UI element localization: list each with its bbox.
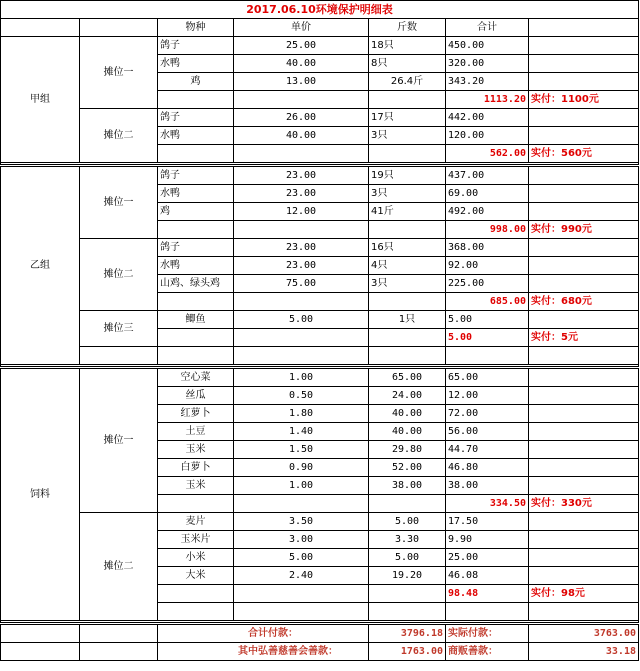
total-cell: 65.00	[446, 368, 529, 387]
stall-label: 摊位一	[80, 166, 158, 239]
subtotal-value: 334.50	[446, 495, 529, 513]
qty-cell: 3.30	[369, 531, 446, 549]
price-cell: 23.00	[234, 185, 369, 203]
price-cell: 3.50	[234, 513, 369, 531]
qty-cell: 38.00	[369, 477, 446, 495]
price-cell: 12.00	[234, 203, 369, 221]
price-cell: 40.00	[234, 127, 369, 145]
total-cell: 343.20	[446, 73, 529, 91]
item-cell: 水鸭	[158, 257, 234, 275]
paid-value: 实付：990元	[529, 221, 639, 239]
price-cell: 1.00	[234, 368, 369, 387]
table-row	[1, 109, 639, 127]
total-label: 合计付款：	[158, 624, 369, 643]
total-cell: 492.00	[446, 203, 529, 221]
price-cell: 23.00	[234, 257, 369, 275]
stall-label: 摊位三	[80, 311, 158, 347]
total-cell: 56.00	[446, 423, 529, 441]
table-row	[1, 311, 639, 329]
paid-value: 实付：1100元	[529, 91, 639, 109]
paid-value: 实付：560元	[529, 145, 639, 163]
table-row	[1, 239, 639, 257]
qty-cell: 3只	[369, 127, 446, 145]
item-cell: 大米	[158, 567, 234, 585]
qty-cell: 19只	[369, 166, 446, 185]
price-cell: 75.00	[234, 275, 369, 293]
total-cell: 320.00	[446, 55, 529, 73]
paid-value: 实付：680元	[529, 293, 639, 311]
price-cell: 0.50	[234, 387, 369, 405]
group-label: 饲料	[1, 368, 80, 621]
header-row	[1, 19, 639, 37]
subtotal-value: 685.00	[446, 293, 529, 311]
paid-value: 实付：5元	[529, 329, 639, 347]
paid-value: 实付：98元	[529, 585, 639, 603]
qty-cell: 18只	[369, 37, 446, 55]
stall-label: 摊位二	[80, 513, 158, 621]
header-item: 物种	[158, 19, 234, 37]
subtotal-value: 998.00	[446, 221, 529, 239]
actual-value: 3763.00	[529, 624, 639, 643]
subtotal-value: 5.00	[446, 329, 529, 347]
total-cell: 46.80	[446, 459, 529, 477]
stall-label: 摊位二	[80, 109, 158, 163]
header-qty: 斤数	[369, 19, 446, 37]
total-cell: 38.00	[446, 477, 529, 495]
total-cell: 69.00	[446, 185, 529, 203]
total-cell: 12.00	[446, 387, 529, 405]
price-cell: 2.40	[234, 567, 369, 585]
subtotal-value: 1113.20	[446, 91, 529, 109]
item-cell: 鸡	[158, 73, 234, 91]
page-title: 2017.06.10环境保护明细表	[1, 1, 639, 19]
price-cell: 25.00	[234, 37, 369, 55]
item-cell: 红萝卜	[158, 405, 234, 423]
item-cell: 鲫鱼	[158, 311, 234, 329]
item-cell: 空心菜	[158, 368, 234, 387]
qty-cell: 19.20	[369, 567, 446, 585]
total-cell: 9.90	[446, 531, 529, 549]
total-cell: 46.08	[446, 567, 529, 585]
subtotal-value: 562.00	[446, 145, 529, 163]
item-cell: 水鸭	[158, 185, 234, 203]
actual-label: 实际付款：	[446, 624, 529, 643]
item-cell: 水鸭	[158, 55, 234, 73]
group-label: 乙组	[1, 166, 80, 365]
qty-cell: 52.00	[369, 459, 446, 477]
total-cell: 92.00	[446, 257, 529, 275]
price-cell: 23.00	[234, 239, 369, 257]
table-row	[1, 37, 639, 55]
total-value: 3796.18	[369, 624, 446, 643]
total-cell: 437.00	[446, 166, 529, 185]
price-cell: 1.80	[234, 405, 369, 423]
qty-cell: 5.00	[369, 513, 446, 531]
price-cell: 13.00	[234, 73, 369, 91]
summary-row	[1, 643, 639, 661]
total-cell: 44.70	[446, 441, 529, 459]
charity-label: 其中弘善慈善会善款：	[158, 643, 369, 661]
total-cell: 225.00	[446, 275, 529, 293]
paid-value: 实付：330元	[529, 495, 639, 513]
qty-cell: 17只	[369, 109, 446, 127]
title-row	[1, 1, 639, 19]
qty-cell: 16只	[369, 239, 446, 257]
item-cell: 小米	[158, 549, 234, 567]
item-cell: 玉米片	[158, 531, 234, 549]
qty-cell: 3只	[369, 275, 446, 293]
total-cell: 5.00	[446, 311, 529, 329]
merchant-value: 33.18	[529, 643, 639, 661]
total-cell: 17.50	[446, 513, 529, 531]
qty-cell: 29.80	[369, 441, 446, 459]
total-cell: 120.00	[446, 127, 529, 145]
table-row	[1, 368, 639, 387]
total-cell: 442.00	[446, 109, 529, 127]
qty-cell: 40.00	[369, 405, 446, 423]
price-cell: 1.50	[234, 441, 369, 459]
total-cell: 72.00	[446, 405, 529, 423]
qty-cell: 5.00	[369, 549, 446, 567]
price-cell: 23.00	[234, 166, 369, 185]
item-cell: 鸽子	[158, 109, 234, 127]
stall-label: 摊位二	[80, 239, 158, 311]
item-cell: 白萝卜	[158, 459, 234, 477]
qty-cell: 3只	[369, 185, 446, 203]
total-cell: 368.00	[446, 239, 529, 257]
qty-cell: 40.00	[369, 423, 446, 441]
merchant-label: 商贩善款：	[446, 643, 529, 661]
item-cell: 水鸭	[158, 127, 234, 145]
item-cell: 鸽子	[158, 239, 234, 257]
item-cell: 麦片	[158, 513, 234, 531]
charity-value: 1763.00	[369, 643, 446, 661]
price-cell: 3.00	[234, 531, 369, 549]
item-cell: 玉米	[158, 441, 234, 459]
stall-label: 摊位一	[80, 368, 158, 513]
item-cell: 丝瓜	[158, 387, 234, 405]
qty-cell: 26.4斤	[369, 73, 446, 91]
summary-row	[1, 624, 639, 643]
total-cell: 450.00	[446, 37, 529, 55]
item-cell: 土豆	[158, 423, 234, 441]
item-cell: 山鸡、绿头鸡	[158, 275, 234, 293]
total-cell: 25.00	[446, 549, 529, 567]
table-row	[1, 347, 639, 365]
qty-cell: 4只	[369, 257, 446, 275]
group-label: 甲组	[1, 37, 80, 163]
price-cell: 5.00	[234, 549, 369, 567]
qty-cell: 65.00	[369, 368, 446, 387]
price-cell: 1.40	[234, 423, 369, 441]
item-cell: 鸽子	[158, 37, 234, 55]
header-total: 合计	[446, 19, 529, 37]
price-cell: 40.00	[234, 55, 369, 73]
item-cell: 玉米	[158, 477, 234, 495]
qty-cell: 1只	[369, 311, 446, 329]
price-cell: 26.00	[234, 109, 369, 127]
item-cell: 鸽子	[158, 166, 234, 185]
stall-label: 摊位一	[80, 37, 158, 109]
subtotal-value: 98.48	[446, 585, 529, 603]
header-price: 单价	[234, 19, 369, 37]
qty-cell: 24.00	[369, 387, 446, 405]
table-row	[1, 513, 639, 531]
price-cell: 1.00	[234, 477, 369, 495]
price-cell: 5.00	[234, 311, 369, 329]
qty-cell: 41斤	[369, 203, 446, 221]
item-cell: 鸡	[158, 203, 234, 221]
table-row	[1, 166, 639, 185]
price-cell: 0.90	[234, 459, 369, 477]
qty-cell: 8只	[369, 55, 446, 73]
